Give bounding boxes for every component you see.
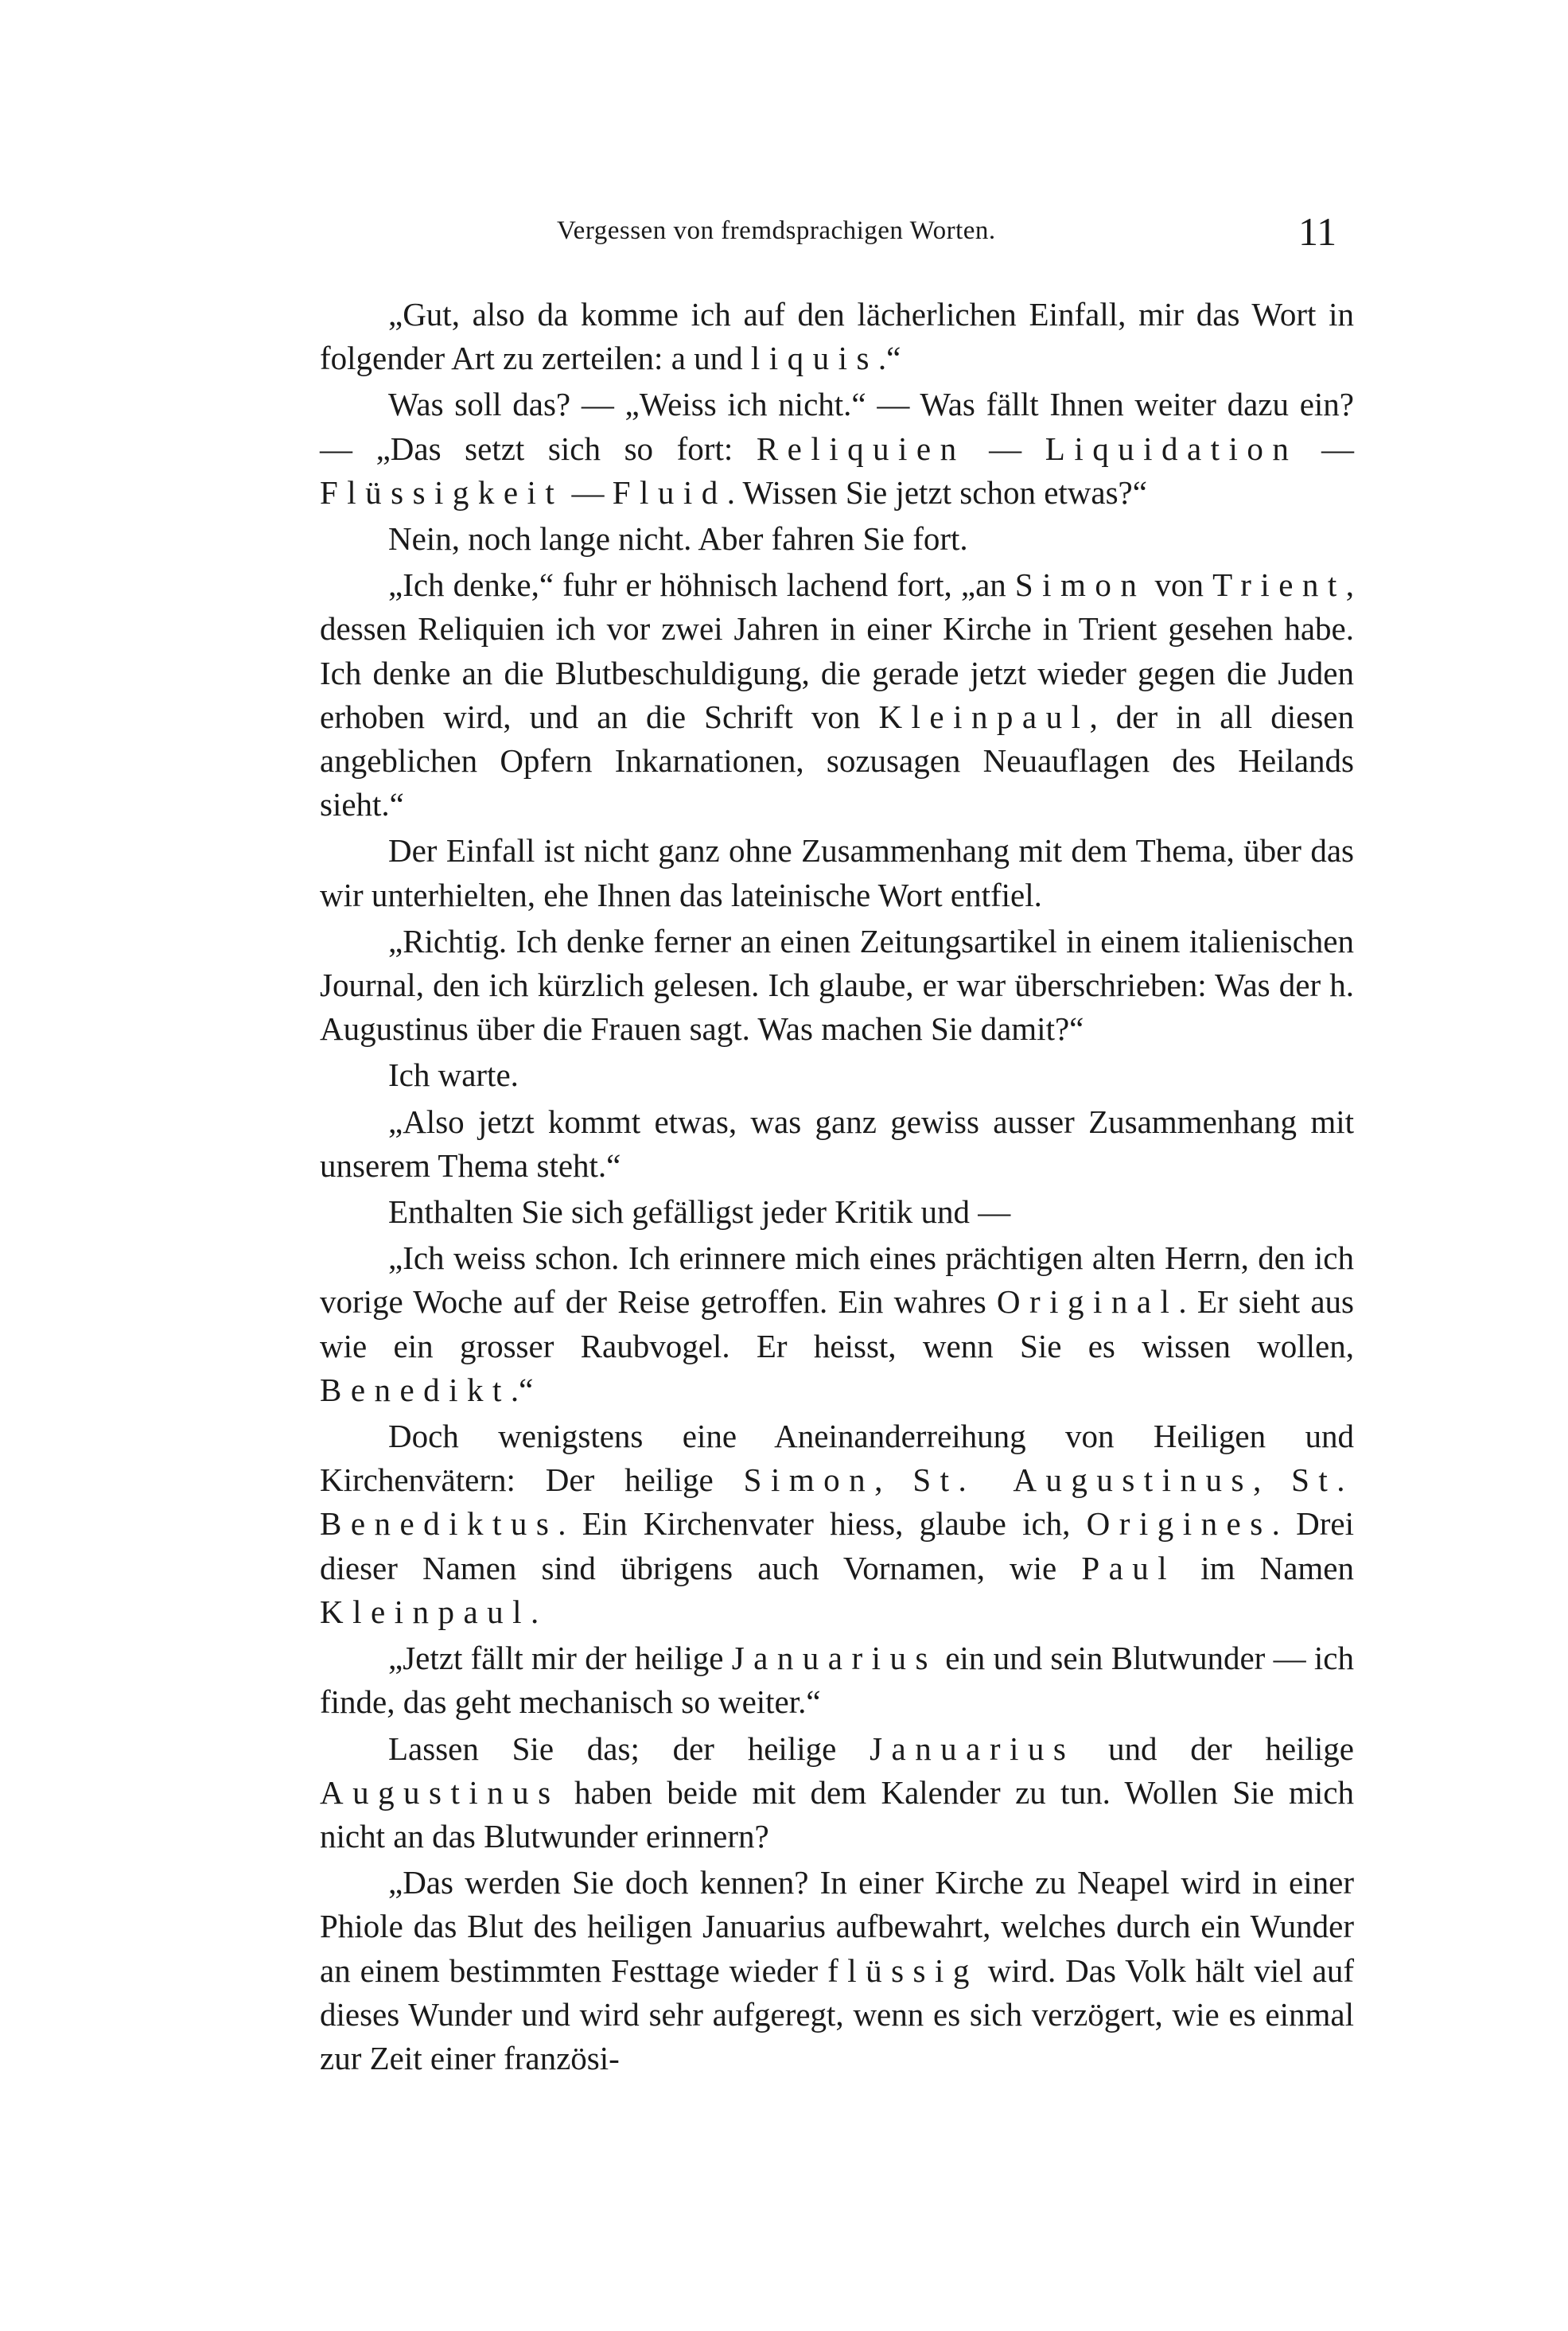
- body-text: [320, 293, 1354, 2083]
- text-run: , der in all diesen angeblichen Opfern Inkarnationen, sozusagen Neuauflagen des Heilands sieht.“: [320, 698, 1354, 823]
- paragraph: [320, 293, 1354, 380]
- text-run: „Gut, also da komme ich auf den lächerlichen Einfall, mir das Wort in folgender Art zu zerteilen: a und: [320, 296, 1354, 377]
- page-number: 11: [1298, 209, 1337, 254]
- paragraph: [320, 1190, 1354, 1234]
- text-run: Was soll das? — „Weiss ich nicht.“ — Was fällt Ihnen weiter dazu ein? — „Das setzt sich so fort:: [320, 386, 1354, 467]
- emphasized-name: St. Benediktus: [320, 1461, 1355, 1543]
- paragraph: [320, 829, 1354, 916]
- text-run: „Ich denke,“ fuhr er höhnisch lachend fort, „an: [388, 566, 1015, 604]
- paragraph: [320, 1236, 1354, 1412]
- emphasized-name: Reliquien: [756, 430, 966, 467]
- emphasized-name: St. Augustinus: [912, 1461, 1253, 1499]
- text-run: von: [1146, 566, 1213, 604]
- emphasized-name: Origines: [1086, 1505, 1272, 1543]
- paragraph: [320, 1100, 1354, 1188]
- emphasized-name: Paul: [1081, 1549, 1177, 1586]
- paragraph: [320, 1053, 1354, 1097]
- text-run: wird. Das Volk hält viel auf dieses Wunder und wird sehr aufgeregt, wenn es sich verzögert, wie es einmal zur Zeit einer französi-: [320, 1952, 1354, 2076]
- paragraph: [320, 517, 1354, 561]
- text-run: —: [965, 430, 1045, 467]
- text-run: im Namen: [1176, 1549, 1354, 1586]
- text-run: „Ich weiss schon. Ich erinnere mich eines prächtigen alten Herrn, den ich vorige Woche auf der Reise getroffen. Ein wahres: [320, 1239, 1354, 1321]
- paragraph: [320, 1415, 1354, 1634]
- text-run: . Ein Kirchenvater hiess, glaube ich,: [558, 1505, 1087, 1543]
- text-run: Ich warte.: [388, 1057, 519, 1094]
- emphasized-name: Kleinpaul: [878, 698, 1090, 735]
- text-run: ein und sein Blutwunder — ich finde, das geht mechanisch so weiter.“: [320, 1640, 1354, 1721]
- emphasized-name: Fluid: [612, 473, 727, 511]
- text-run: . Wissen Sie jetzt schon etwas?“: [726, 473, 1147, 511]
- paragraph: [320, 920, 1354, 1052]
- text-run: . Drei dieser Namen sind übrigens auch Vornamen, wie: [320, 1505, 1354, 1586]
- text-run: .: [531, 1593, 539, 1630]
- emphasized-name: flüssig: [827, 1952, 979, 1989]
- text-run: ,: [874, 1461, 913, 1499]
- paragraph: [320, 1861, 1354, 2080]
- text-run: Enthalten Sie sich gefälligst jeder Kritik und —: [388, 1193, 1011, 1231]
- text-run: Lassen Sie das; der heilige: [388, 1730, 870, 1767]
- text-run: .“: [510, 1371, 534, 1408]
- emphasized-name: Januarius: [870, 1730, 1076, 1767]
- emphasized-name: Flüssigkeit: [320, 473, 564, 511]
- text-run: , dessen Reliquien ich vor zwei Jahren in einer Kirche in Trient gesehen habe. Ich denke an die Blutbeschuldigung, die gerade jetzt wieder gegen die Juden erhoben wird, und an die Schrift von: [320, 566, 1355, 735]
- text-run: Doch wenigstens eine Aneinanderreihung von Heiligen und Kirchenvätern: Der heilige: [320, 1418, 1354, 1499]
- emphasized-name: Januarius: [731, 1640, 937, 1677]
- text-run: ,: [1252, 1461, 1292, 1499]
- text-run: und der heilige: [1075, 1730, 1354, 1767]
- emphasized-name: Simon: [1014, 566, 1146, 604]
- running-head: Vergessen von fremdsprachigen Worten.: [557, 216, 996, 245]
- text-run: .“: [877, 340, 901, 377]
- paragraph: [320, 383, 1354, 515]
- text-run: „Richtig. Ich denke ferner an einen Zeitungsartikel in einem italienischen Journal, den ich kürzlich gelesen. Ich glaube, er war überschrieben: Was der h. Augustinus über die Frauen sagt. Was machen Sie damit?“: [320, 922, 1354, 1048]
- text-run: . Er sieht aus wie ein grosser Raubvogel. Er heisst, wenn Sie es wissen wollen,: [320, 1283, 1354, 1364]
- emphasized-name: Trient: [1212, 566, 1346, 604]
- emphasized-name: Benedikt: [320, 1371, 511, 1408]
- emphasized-name: Kleinpaul: [320, 1593, 531, 1630]
- emphasized-name: Augustinus: [320, 1773, 560, 1811]
- text-run: haben beide mit dem Kalender zu tun. Wollen Sie mich nicht an das Blutwunder erinnern?: [320, 1773, 1354, 1854]
- emphasized-name: Original: [996, 1283, 1179, 1321]
- text-run: —: [1298, 430, 1354, 467]
- text-run: „Also jetzt kommt etwas, was ganz gewiss ausser Zusammenhang mit unserem Thema steht.“: [320, 1103, 1354, 1184]
- text-run: „Jetzt fällt mir der heilige: [388, 1640, 732, 1677]
- text-run: Nein, noch lange nicht. Aber fahren Sie fort.: [388, 520, 968, 558]
- emphasized-name: liquis: [750, 340, 878, 377]
- text-run: „Das werden Sie doch kennen? In einer Kirche zu Neapel wird in einer Phiole das Blut des heiligen Januarius aufbewahrt, welches durch ein Wunder an einem bestimmten Festtage wieder: [320, 1864, 1354, 1989]
- text-run: Der Einfall ist nicht ganz ohne Zusammenhang mit dem Thema, über das wir unterhielten, ehe Ihnen das lateinische Wort entfiel.: [320, 832, 1354, 913]
- emphasized-name: Simon: [743, 1461, 875, 1499]
- emphasized-name: Liquidation: [1045, 430, 1298, 467]
- paragraph: [320, 1636, 1354, 1724]
- paragraph: [320, 563, 1354, 827]
- paragraph: [320, 1727, 1354, 1859]
- text-run: —: [563, 473, 613, 511]
